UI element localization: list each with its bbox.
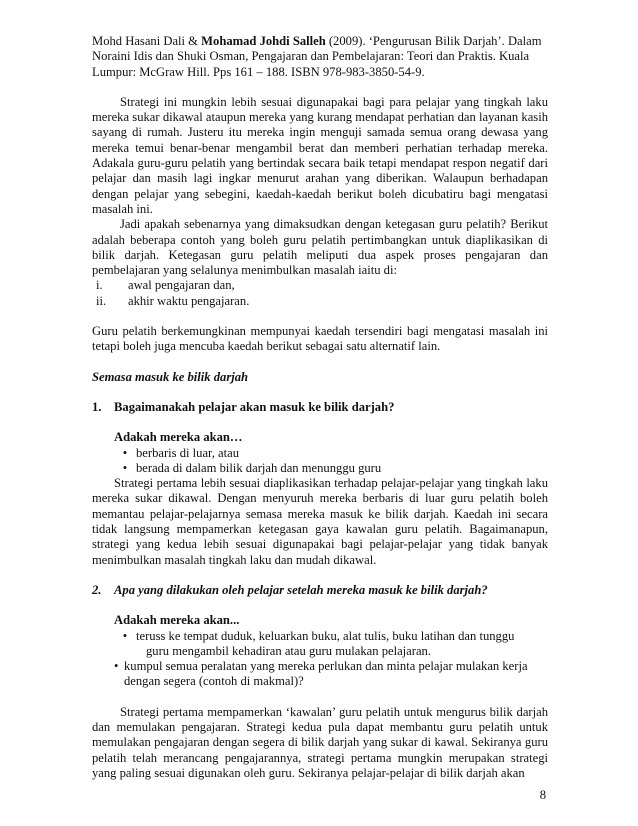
bullet-text: kumpul semua peralatan yang mereka perlukan dan minta pelajar mulakan kerja: [124, 659, 528, 674]
reference-details: (2009). ‘Pengurusan Bilik Darjah’. Dalam Noraini Idis dan Shuki Osman, Pengajaran dan Pembelajaran: Teori dan Praktis. Kuala Lumpur: McGraw Hill. Pps 161 – 188. ISBN 978-983-3850-54-9.: [92, 34, 542, 79]
bullet-text: teruss ke tempat duduk, keluarkan buku, alat tulis, buku latihan dan tunggu: [136, 628, 515, 643]
bullet-item: [114, 446, 548, 461]
bullet-icon: •: [122, 445, 128, 460]
bullet-item: [114, 629, 548, 644]
bullet-icon: •: [122, 460, 128, 475]
bullet-text: berada di dalam bilik darjah dan menunggu guru: [136, 460, 382, 475]
question-text: Apa yang dilakukan oleh pelajar setelah mereka masuk ke bilik darjah?: [114, 582, 488, 597]
question-1-subtitle: Adakah mereka akan…: [114, 430, 243, 445]
reference-author-bold: Mohamad Johdi Salleh: [201, 34, 326, 48]
paragraph-1: Strategi ini mungkin lebih sesuai digunapakai bagi para pelajar yang tingkah laku mereka sukar dikawal ataupun mereka yang kurang mendapat perhatian dan layanan kasih sayang di rumah. Justeru itu mereka ingin menguji samada semua orang dewasa yang mereka temui benar-benar mengambil berat dan memberi perhatian terhadap mereka. Adakala guru-guru pelatih yang bertindak secara baik tetapi mendapat respon negatif dari pelajar dan masih lagi ingkar menurut arahan yang diberikan. Walaupun berhadapan dengan pelajar yang sebegini, kaedah-kaedah berikut boleh dicubatiru bagi mengatasi masalah ini.: [92, 94, 548, 216]
question-1-paragraph: Strategi pertama lebih sesuai diaplikasikan terhadap pelajar-pelajar yang tingkah laku mereka sukar dikawal. Dengan menyuruh mereka berbaris di luar guru pelatih boleh memantau pelajar-pelajarnya semasa mereka masuk ke bilik darjah. Kaedah ini secara tidak langsung mempamerkan ketegasan gaya kawalan guru pelatih. Bagaimanapun, strategi yang kedua lebih sesuai digunapakai bagi pelajar-pelajar yang tidak banyak menimbulkan masalah tingkah laku dan mudah dikawal.: [92, 476, 548, 567]
paragraph-2: Jadi apakah sebenarnya yang dimaksudkan dengan ketegasan guru pelatih? Berikut adalah beberapa contoh yang boleh guru pelatih pertimbangkan untuk diaplikasikan di bilik darjah. Ketegasan guru pelatih meliputi dua aspek proses pengajaran dan pembelajaran yang selalunya menimbulkan masalah iaitu di:: [92, 217, 548, 278]
reference-authors: Mohd Hasani Dali &: [92, 34, 202, 48]
page-number: 8: [539, 788, 546, 802]
question-number: 2.: [92, 582, 102, 597]
question-number: 1.: [92, 399, 102, 414]
bullet-text: berbaris di luar, atau: [136, 445, 240, 460]
bullet-item: [114, 659, 548, 674]
roman-list: [92, 278, 548, 309]
list-item-number: i.: [96, 278, 103, 293]
question-text: Bagaimanakah pelajar akan masuk ke bilik darjah?: [114, 399, 395, 414]
question-1-body: [92, 430, 548, 476]
question-2: [92, 583, 548, 598]
list-item-text: awal pengajaran dan,: [128, 278, 235, 293]
bullet-icon: •: [114, 659, 119, 674]
list-item-text: akhir waktu pengajaran.: [128, 293, 250, 308]
bullet-icon: •: [122, 628, 128, 643]
question-1: [92, 400, 548, 415]
paragraph-3: Guru pelatih berkemungkinan mempunyai kaedah tersendiri bagi mengatasi masalah ini tetapi boleh juga mencuba kaedah berikut sebagai satu alternatif lain.: [92, 324, 548, 354]
list-item: [92, 294, 548, 309]
bullet-continuation: dengan segera (contoh di makmal)?: [124, 674, 304, 689]
question-2-body: [92, 613, 548, 689]
question-2-paragraph: Strategi pertama mempamerkan ‘kawalan’ guru pelatih untuk mengurus bilik darjah dan memulakan pengajaran. Strategi kedua pula dapat membantu guru pelatih untuk memulakan pengajaran dengan segera di bilik darjah yang sukar di kawal. Sekiranya guru pelatih telah merancang pengajarannya, strategi pertama mungkin merupakan strategi yang paling sesuai digunakan oleh guru. Sekiranya pelajar-pelajar di bilik darjah akan: [92, 704, 548, 780]
list-item: [92, 278, 548, 293]
section-title: Semasa masuk ke bilik darjah: [92, 369, 249, 384]
list-item-number: ii.: [96, 293, 107, 308]
question-2-subtitle: Adakah mereka akan...: [114, 613, 240, 628]
document-page: [92, 34, 548, 781]
reference-citation: [92, 34, 548, 80]
bullet-item: [114, 461, 548, 476]
bullet-continuation: guru mengambil kehadiran atau guru mulakan pelajaran.: [146, 643, 432, 658]
